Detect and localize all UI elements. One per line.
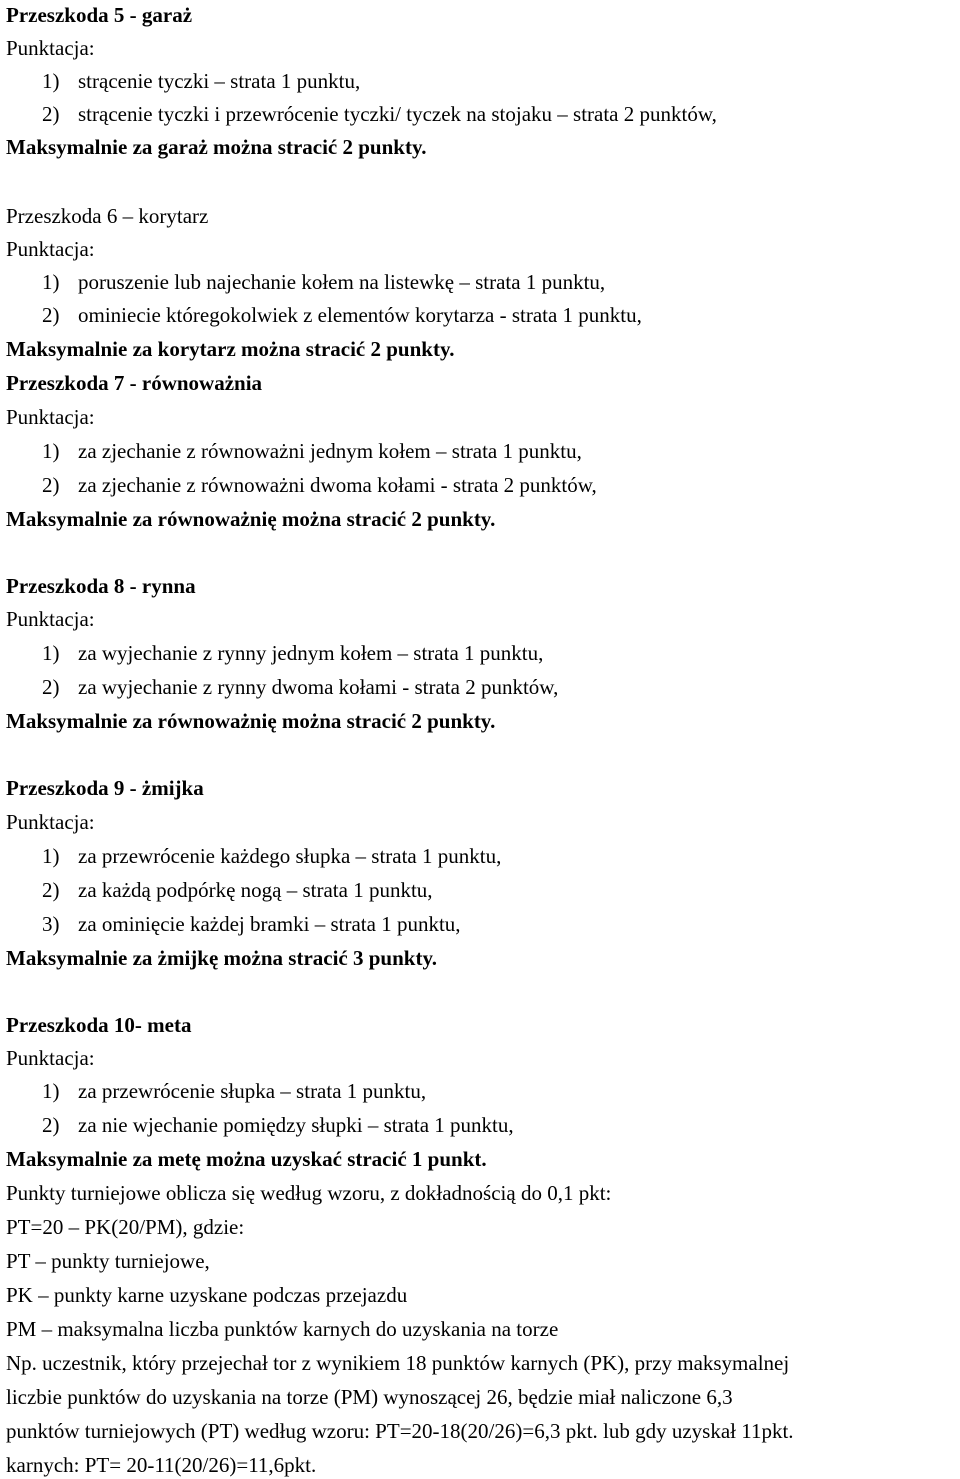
section-max: Maksymalnie za równoważnię można stracić 2 punkty. bbox=[6, 507, 496, 531]
formula-intro: Punkty turniejowe oblicza się według wzoru, z dokładnością do 0,1 pkt: bbox=[6, 1181, 612, 1205]
section-label: Punktacja: bbox=[6, 607, 95, 631]
item-number: 1) bbox=[42, 439, 60, 463]
list-item bbox=[6, 911, 461, 937]
item-text: poruszenie lub najechanie kołem na listewkę – strata 1 punktu, bbox=[78, 270, 606, 294]
section-title: Przeszkoda 6 – korytarz bbox=[6, 204, 209, 228]
section-label: Punktacja: bbox=[6, 36, 95, 60]
formula-pk-definition: PK – punkty karne uzyskane podczas przejazdu bbox=[6, 1283, 408, 1307]
formula-equation: PT=20 – PK(20/PM), gdzie: bbox=[6, 1215, 245, 1239]
item-number: 2) bbox=[42, 102, 60, 126]
list-item bbox=[6, 877, 433, 903]
list-item bbox=[6, 438, 582, 464]
item-text: za wyjechanie z rynny jednym kołem – strata 1 punktu, bbox=[78, 641, 544, 665]
example-line: liczbie punktów do uzyskania na torze (PM) wynoszącej 26, będzie miał naliczone 6,3 bbox=[6, 1385, 733, 1409]
item-number: 2) bbox=[42, 675, 60, 699]
section-title: Przeszkoda 10- meta bbox=[6, 1013, 192, 1037]
item-number: 1) bbox=[42, 1079, 60, 1103]
section-label: Punktacja: bbox=[6, 237, 95, 261]
item-text: za przewrócenie każdego słupka – strata 1 punktu, bbox=[78, 844, 502, 868]
item-number: 2) bbox=[42, 473, 60, 497]
section-max: Maksymalnie za żmijkę można stracić 3 punkty. bbox=[6, 946, 438, 970]
section-max: Maksymalnie za garaż można stracić 2 punkty. bbox=[6, 135, 427, 159]
item-text: za wyjechanie z rynny dwoma kołami - strata 2 punktów, bbox=[78, 675, 559, 699]
list-item bbox=[6, 269, 605, 295]
item-number: 1) bbox=[42, 641, 60, 665]
list-item bbox=[6, 68, 360, 94]
example-line: Np. uczestnik, który przejechał tor z wynikiem 18 punktów karnych (PK), przy maksymalnej bbox=[6, 1351, 790, 1375]
example-line: punktów turniejowych (PT) według wzoru: PT=20-18(20/26)=6,3 pkt. lub gdy uzyskał 11pkt. bbox=[6, 1419, 794, 1443]
list-item bbox=[6, 1112, 514, 1138]
formula-pt-definition: PT – punkty turniejowe, bbox=[6, 1249, 210, 1273]
item-text: za zjechanie z równoważni jednym kołem – strata 1 punktu, bbox=[78, 439, 582, 463]
item-number: 1) bbox=[42, 270, 60, 294]
list-item bbox=[6, 101, 717, 127]
item-text: ominiecie któregokolwiek z elementów korytarza - strata 1 punktu, bbox=[78, 303, 642, 327]
section-title: Przeszkoda 7 - równoważnia bbox=[6, 371, 263, 395]
item-text: za przewrócenie słupka – strata 1 punktu, bbox=[78, 1079, 427, 1103]
list-item bbox=[6, 1078, 426, 1104]
item-text: strącenie tyczki i przewrócenie tyczki/ tyczek na stojaku – strata 2 punktów, bbox=[78, 102, 717, 126]
section-label: Punktacja: bbox=[6, 405, 95, 429]
item-text: strącenie tyczki – strata 1 punktu, bbox=[78, 69, 361, 93]
item-number: 1) bbox=[42, 844, 60, 868]
section-max: Maksymalnie za korytarz można stracić 2 punkty. bbox=[6, 337, 455, 361]
section-title: Przeszkoda 5 - garaż bbox=[6, 3, 193, 27]
list-item bbox=[6, 302, 642, 328]
list-item bbox=[6, 674, 558, 700]
item-text: za każdą podpórkę nogą – strata 1 punktu, bbox=[78, 878, 433, 902]
item-text: za ominięcie każdej bramki – strata 1 punktu, bbox=[78, 912, 461, 936]
item-number: 2) bbox=[42, 1113, 60, 1137]
section-title: Przeszkoda 8 - rynna bbox=[6, 574, 196, 598]
section-title: Przeszkoda 9 - żmijka bbox=[6, 776, 204, 800]
item-text: za zjechanie z równoważni dwoma kołami - strata 2 punktów, bbox=[78, 473, 597, 497]
formula-pm-definition: PM – maksymalna liczba punktów karnych do uzyskania na torze bbox=[6, 1317, 559, 1341]
list-item bbox=[6, 843, 501, 869]
section-label: Punktacja: bbox=[6, 1046, 95, 1070]
section-max: Maksymalnie za metę można uzyskać stracić 1 punkt. bbox=[6, 1147, 487, 1171]
item-number: 2) bbox=[42, 878, 60, 902]
item-number: 1) bbox=[42, 69, 60, 93]
section-max: Maksymalnie za równoważnię można stracić 2 punkty. bbox=[6, 709, 496, 733]
example-line: karnych: PT= 20-11(20/26)=11,6pkt. bbox=[6, 1453, 317, 1477]
item-number: 2) bbox=[42, 303, 60, 327]
section-label: Punktacja: bbox=[6, 810, 95, 834]
list-item bbox=[6, 472, 597, 498]
list-item bbox=[6, 640, 543, 666]
item-number: 3) bbox=[42, 912, 60, 936]
item-text: za nie wjechanie pomiędzy słupki – strata 1 punktu, bbox=[78, 1113, 514, 1137]
